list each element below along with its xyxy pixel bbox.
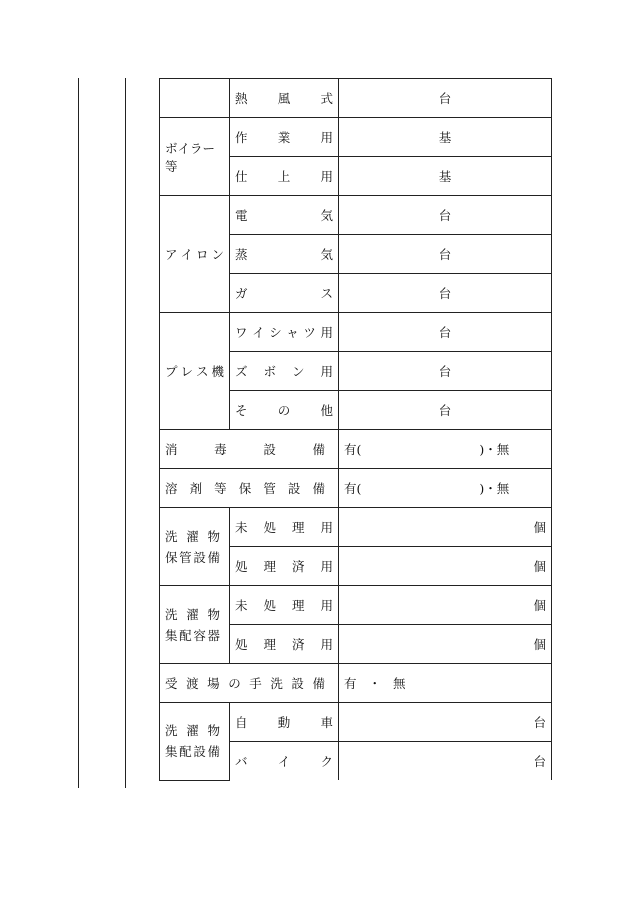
table-row xyxy=(160,508,552,547)
value-cell-press-shirt[interactable] xyxy=(339,313,552,352)
value-cell-boiler-finish[interactable] xyxy=(339,157,552,196)
label-hot-air: 熱 風 式 xyxy=(235,91,333,106)
label-treated: 処 理 済 用 xyxy=(235,637,333,652)
group-label-collection-container: 洗 濯 物 集 配 容 器 xyxy=(160,586,230,664)
value-cell-boiler-work[interactable] xyxy=(339,118,552,157)
table-row xyxy=(160,79,552,118)
label-work-use: 作 業 用 xyxy=(235,130,333,145)
table-row xyxy=(160,469,552,508)
group-label-press: プ レ ス 機 xyxy=(165,364,224,379)
unit-label: 台 xyxy=(438,286,452,301)
label-treated: 処 理 済 用 xyxy=(235,559,333,574)
unit-label: 基 xyxy=(438,169,452,184)
label-car: 自 動 車 xyxy=(235,715,333,730)
unit-label: 台 xyxy=(438,208,452,223)
group-label-collection-equipment: 洗 濯 物 集 配 設 備 xyxy=(160,703,230,781)
group-cell-empty xyxy=(160,79,230,118)
table-row xyxy=(160,313,552,352)
group-label-storage: 洗 濯 物 保 管 設 備 xyxy=(160,508,230,586)
value-cell-bike[interactable] xyxy=(339,742,552,781)
left-margin-line-1 xyxy=(78,78,79,788)
unit-label: 個 xyxy=(533,559,546,574)
table-row xyxy=(160,118,552,157)
value-cell-iron-steam[interactable] xyxy=(339,235,552,274)
label-finish-use: 仕 上 用 xyxy=(235,169,333,184)
value-cell-storage-treated[interactable] xyxy=(339,547,552,586)
label-other: そ の 他 xyxy=(235,403,333,418)
label-electric: 電 気 xyxy=(235,208,333,223)
unit-label: 台 xyxy=(438,91,452,106)
label-shirt-use: ワ イ シ ャ ツ 用 xyxy=(235,325,333,340)
unit-label: 台 xyxy=(438,247,452,262)
label-untreated: 未 処 理 用 xyxy=(235,520,333,535)
table-row xyxy=(160,703,552,742)
unit-label: 個 xyxy=(533,637,546,652)
table-row xyxy=(160,430,552,469)
label-disinfection-equipment: 消 毒 設 備 xyxy=(165,442,325,457)
group-label-boiler: ボイラー等 xyxy=(160,118,230,196)
value-cell-iron-gas[interactable] xyxy=(339,274,552,313)
label-bike: バ イ ク xyxy=(235,754,333,769)
value-cell-press-other[interactable] xyxy=(339,391,552,430)
value-cell-container-treated[interactable] xyxy=(339,625,552,664)
value-cell-handwash[interactable]: 有・無 xyxy=(339,664,552,703)
unit-label: 基 xyxy=(438,130,452,145)
unit-label: 台 xyxy=(533,754,546,769)
label-gas: ガ ス xyxy=(235,286,333,301)
label-untreated: 未 処 理 用 xyxy=(235,598,333,613)
table-row xyxy=(160,196,552,235)
label-solvent-storage: 溶 剤 等 保 管 設 備 xyxy=(165,481,325,496)
unit-label: 台 xyxy=(438,403,452,418)
unit-label: 台 xyxy=(533,715,546,730)
value-cell-car[interactable] xyxy=(339,703,552,742)
table-row xyxy=(160,664,552,703)
group-label-iron: ア イ ロ ン xyxy=(165,247,224,262)
table-row xyxy=(160,586,552,625)
value-cell-hot-air[interactable] xyxy=(339,79,552,118)
value-cell-iron-electric[interactable] xyxy=(339,196,552,235)
unit-label: 台 xyxy=(438,364,452,379)
equipment-table xyxy=(159,78,552,781)
unit-label: 台 xyxy=(438,325,452,340)
label-steam: 蒸 気 xyxy=(235,247,333,262)
unit-label: 個 xyxy=(533,520,546,535)
value-cell-solvent[interactable]: 有( )・無 xyxy=(339,469,552,508)
value-cell-container-untreated[interactable] xyxy=(339,586,552,625)
label-handwash-equipment: 受 渡 場 の 手 洗 設 備 xyxy=(165,676,325,691)
label-pants-use: ズ ボ ン 用 xyxy=(235,364,333,379)
unit-label: 個 xyxy=(533,598,546,613)
value-cell-storage-untreated[interactable] xyxy=(339,508,552,547)
value-cell-disinfection[interactable]: 有( )・無 xyxy=(339,430,552,469)
value-cell-press-pants[interactable] xyxy=(339,352,552,391)
left-margin-line-2 xyxy=(125,78,126,788)
